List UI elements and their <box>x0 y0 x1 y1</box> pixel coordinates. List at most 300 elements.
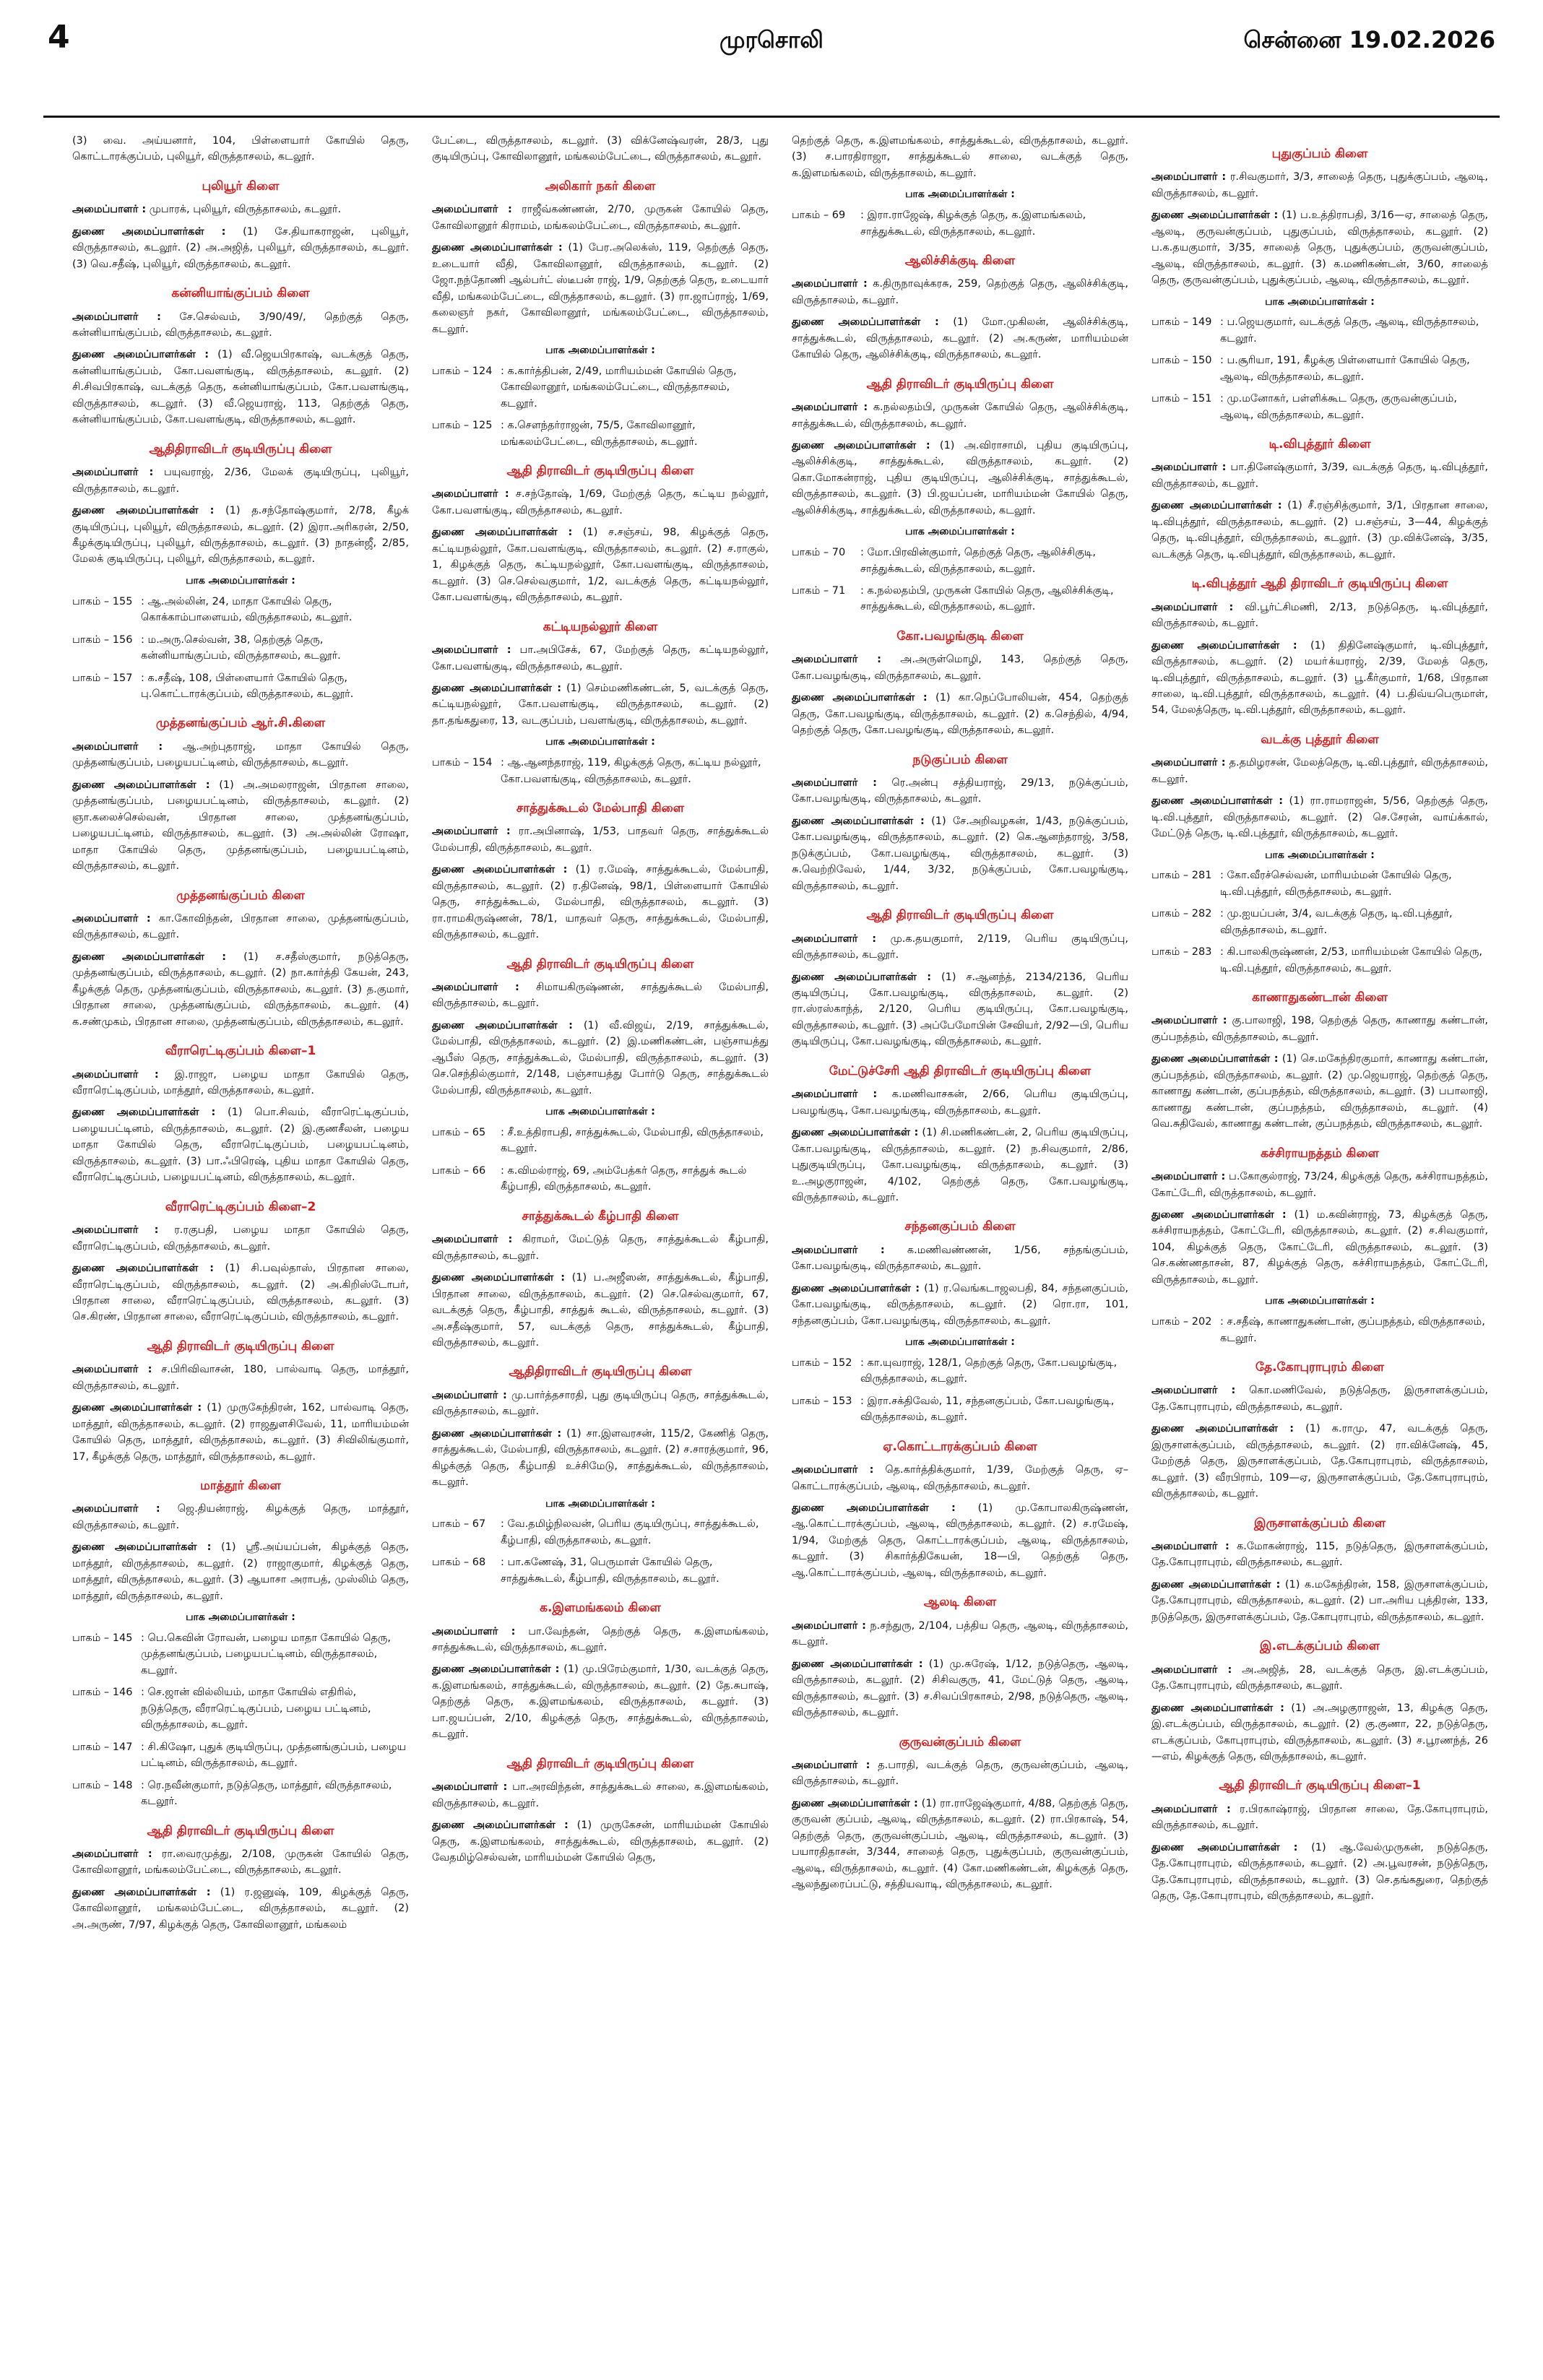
organizer-label: அமைப்பாளர் : <box>792 402 868 414</box>
booth-number: பாகம் – 154 <box>432 757 493 769</box>
booth-row <box>1151 352 1488 385</box>
branch-organizer <box>1151 1662 1488 1695</box>
branch-title: டி.விபுத்தூர் ஆதி திராவிடர் குடியிருப்பு கிளை <box>1191 576 1448 592</box>
booth-row <box>72 1739 409 1772</box>
branch-title: முத்தனங்குப்பம் கிளை <box>176 888 305 903</box>
booth-number: பாகம் – 68 <box>432 1557 486 1569</box>
booth-organizer: : க.விமல்ராஜ், 69, அம்பேத்கர் தெரு, சாத்துக் கூடல் கீழ்பாதி, விருத்தாசலம், கடலூர். <box>501 1164 747 1193</box>
deputy-organizers <box>1151 1840 1488 1905</box>
organizer-label: அமைப்பாளர் : <box>432 1389 507 1401</box>
organizer-label: அமைப்பாளர் : <box>792 1464 874 1476</box>
deputy-label: துணை அமைப்பாளர்கள் : <box>1151 639 1297 652</box>
deputy-organizers <box>1151 1577 1488 1625</box>
branch-organizer <box>1151 755 1488 787</box>
organizer-name: அ.அஜித், 28, வடக்குத் தெரு, இ.எடக்குப்பம், தே.கோபுராபுரம், விருத்தாசலம், கடலூர். <box>1151 1663 1488 1692</box>
deputy-names: (1) சே.தியாகராஜன், புலியூர், விருத்தாசலம், கடலூர். (2) அ.அஜித், புலியூர், விருத்தாசலம், கடலூர். (3) வெ.சதீஷ், புலியூர், விருத்தாசலம், கடலூர். <box>72 225 409 270</box>
deputy-names: (1) ச.சதீஸ்குமார், நடுத்தெரு, முத்தனங்குப்பம், விருத்தாசலம், கடலூர். (2) நா.கார்த்தி கேயன், 243, கீழக்குத் தெரு, முத்தனங்குப்பம், விருத்தாசலம், கடலூர். (3) த.குமார், பிரதான சாலை, முத்தனங்குப்பம், விருத்தாசலம், கடலூர். (4) க.சண்முகம், பிரதான சாலை, முத்தனங்குப்பம், விருத்தாசலம், கடலூர். <box>72 951 409 1028</box>
organizer-label: அமைப்பாளர் : <box>432 981 519 993</box>
organizer-name: ப.கோகுல்ராஜ், 73/24, கிழக்குத் தெரு, கச்சிராயநத்தம், கோட்டேரி, விருத்தாசலம், கடலூர். <box>1151 1171 1488 1199</box>
deputy-label: துணை அமைப்பாளர்கள் : <box>792 316 939 329</box>
booth-number: பாகம் – 283 <box>1151 946 1212 959</box>
booth-number: பாகம் – 147 <box>72 1741 133 1753</box>
booth-row <box>432 1554 769 1587</box>
booth-row <box>792 1393 1128 1426</box>
deputy-label: துணை அமைப்பாளர்கள் : <box>1151 500 1282 512</box>
deputy-names: (1) செ.மகேந்திரகுமார், காணாது கண்டான், குப்பநத்தம், விருத்தாசலம், கடலூர். (2) மு.ஜெயராஜ், தெற்குத் தெரு, காணாது கண்டான், குப்பநத்தம், விருத்தாசலம், கடலூர். (3) பபாலாஜி, காணாது கண்டான், குப்பநத்தம், விருத்தாசலம், கடலூர். (4) வெ.சுதிவேல், காணாது கண்டான், குப்பநத்தம், விருத்தாசலம், கடலூர். <box>1151 1053 1488 1130</box>
booth-organizers-heading: பாக அமைப்பாளர்கள் : <box>1265 295 1375 308</box>
organizer-label: அமைப்பாளர் : <box>792 932 877 945</box>
branch-title: கச்சிராயநத்தம் கிளை <box>1261 1146 1379 1161</box>
organizer-label: அமைப்பாளர் : <box>432 1234 513 1246</box>
deputy-names: (1) மு.கோபாலகிருஷ்ணன், ஆ.கொட்டாரக்குப்பம், ஆலடி, விருத்தாசலம், கடலூர். (2) ச.ரமேஷ், 1/94, மேற்குத் தெரு, கொட்டாரக்குப்பம், ஆலடி, விருத்தாசலம், கடலூர். (3) சிகார்த்திகேயன், 18—பி, தெற்குத் தெரு, ஆ.கொட்டாரக்குப்பம், ஆலடி, விருத்தாசலம், கடலூர். <box>792 1502 1128 1579</box>
deputy-names: (1) அ.அமலராஜன், பிரதான சாலை, முத்தனங்குப்பம், பழையபட்டினம், விருத்தாசலம், கடலூர். (2) ஞா.கலைச்செல்வன், பிரதான சாலை, முத்தனங்குப்பம், பழையபட்டினம், விருத்தாசலம், கடலூர். (3) அ.அல்லின் ரோஷா, மாதா கோயில் தெரு, முத்தனங்குப்பம், பழையபட்டினம், விருத்தாசலம், கடலூர். <box>72 779 409 873</box>
organizer-name: ர.பிரகாஷ்ராஜ், பிரதான சாலை, தே.கோபுராபுரம், விருத்தாசலம், கடலூர். <box>1151 1803 1488 1832</box>
deputy-label: துணை அமைப்பாளர்கள் : <box>1151 1841 1298 1853</box>
booth-row <box>1151 944 1488 977</box>
deputy-names: (1) பேர.அலெக்ஸ், 119, தெற்குத் தெரு, உடையார் வீதி, கோவிலானூர், விருத்தாசலம், கடலூர். (2) ஜோ.நந்தோணி ஆல்பர்ட் ஸ்டீபன் ராஜ், 1/9, தெற்குத் தெரு, உடையார் வீதி, மங்கலம்பேட்டை, விருத்தாசலம், கடலூர். (3) ரா.ஜாப்ராஜ், 1/69, கலைஞர் நகர், கோவிலானூர், மங்கலம்பேட்டை, விருத்தாசலம், கடலூர். <box>432 242 769 335</box>
deputy-label: துணை அமைப்பாளர்கள் : <box>72 505 215 517</box>
branch-organizer <box>72 1222 409 1255</box>
organizer-name: த.பாரதி, வடக்குத் தெரு, குருவன்குப்பம், ஆலடி, விருத்தாசலம், கடலூர். <box>792 1759 1128 1788</box>
branch-organizer <box>72 1362 409 1394</box>
organizer-name: மு.பார்த்தசாரதி, புது குடியிருப்பு தெரு, சாத்துக்கூடல், விருத்தாசலம், கடலூர். <box>432 1389 769 1418</box>
booth-organizer: : ரெ.நவீன்குமார், நடுத்தெரு, மாத்தூர், விருத்தாசலம், கடலூர். <box>141 1779 392 1808</box>
deputy-label: துணை அமைப்பாளர்கள் : <box>432 1663 560 1676</box>
organizer-name: க.மணிவாசகன், 2/66, பெரிய குடியிருப்பு, பவழங்குடி, கோ.பவழங்குடி, விருத்தாசலம், கடலூர். <box>792 1089 1128 1117</box>
organizer-name: பா.அபிசேக், 67, மேற்குத் தெரு, கட்டியநல்லூர், கோ.பவளங்குடி, விருத்தாசலம், கடலூர். <box>432 644 769 672</box>
booth-number: பாகம் – 71 <box>792 584 846 597</box>
branch-title: டி.விபுத்தூர் கிளை <box>1268 437 1371 452</box>
column-1 <box>72 133 409 2358</box>
booth-organizer: : க.நல்லதம்பி, முருகன் கோயில் தெரு, ஆலிச்சிக்குடி, சாத்துக்கூடல், விருத்தாசலம், கடலூர். <box>860 584 1114 613</box>
organizer-label: அமைப்பாளர் : <box>432 204 512 216</box>
booth-number: பாகம் – 146 <box>72 1687 133 1699</box>
deputy-names: (1) க.ராமு, 47, வடக்குத் தெரு, இருசாளக்குப்பம், விருத்தாசலம், கடலூர். (2) ரா.விக்னேஷ், 45, மேற்குத் தெரு, இருசாளக்குப்பம், தே.கோபுராபுரம், விருத்தாசலம், கடலூர். (3) வீரபிராம், 109—ஏ, இருசாளக்குப்பம், தே.கோபுராபுரம், விருத்தாசலம், கடலூர். <box>1151 1423 1488 1500</box>
booth-organizer: : இரா.ராஜேஷ், கிழக்குத் தெரு, க.இளமங்கலம், சாத்துக்கூடல், விருத்தாசலம், கடலூர். <box>860 209 1086 238</box>
deputy-names: (1) ச.ஆனந்த், 2134/2136, பெரிய குடியிருப்பு, கோ.பவழங்குடி, விருத்தாசலம், கடலூர். (2) ரா.ஸ்ரஸ்காந்த், 2/120, பெரிய குடியிருப்பு, கோ.பவழங்குடி, விருத்தாசலம், கடலூர். (3) அப்பேமோபின் சேவியர், 2/92—பி, பெரிய குடியிருப்பு, கோ.பவழங்குடி, விருத்தாசலம், கடலூர். <box>792 971 1128 1048</box>
organizer-label: அமைப்பாளர் : <box>1151 171 1227 183</box>
deputy-label: துணை அமைப்பாளர்கள் : <box>72 1402 202 1414</box>
deputy-label: துணை அமைப்பாளர்கள் : <box>1151 1053 1279 1065</box>
deputy-label: துணை அமைப்பாளர்கள் : <box>792 1658 923 1670</box>
branch-title: வீராரெட்டிகுப்பம் கிளை–2 <box>165 1199 316 1214</box>
deputy-organizers <box>1151 1207 1488 1288</box>
deputy-organizers <box>432 1426 769 1491</box>
branch-title: ஆலடி கிளை <box>923 1595 997 1610</box>
branch-title: கோ.பவழங்குடி கிளை <box>896 628 1024 644</box>
organizer-label: அமைப்பாளர் : <box>72 740 163 753</box>
deputy-organizers <box>792 1796 1128 1893</box>
organizer-name: க.மணிவண்ணன், 1/56, சந்தங்குப்பம், கோ.பவழங்குடி, விருத்தாசலம், கடலூர். <box>792 1244 1128 1273</box>
deputy-label: துணை அமைப்பாளர்கள் : <box>72 779 210 791</box>
branch-title: ஆலிச்சிக்குடி கிளை <box>904 254 1016 269</box>
deputy-names: (1) மு.பிரேம்குமார், 1/30, வடக்குத் தெரு, க.இளமங்கலம், சாத்துக்கூடல், விருத்தாசலம், கடலூர். (2) தே.சுபாஷ், தெற்குத் தெரு, க.இளமங்கலம், விருத்தாசலம், கடலூர். (3) பா.ஜயப்பன், 2/10, கிழக்குத் தெரு, சாத்துக்கூடல், விருத்தாசலம், கடலூர். <box>432 1663 769 1741</box>
booth-number: பாகம் – 282 <box>1151 908 1212 920</box>
branch-organizer <box>72 464 409 497</box>
organizer-name: கு.பாலாஜி, 198, தெற்குத் தெரு, காணாது கண்டான், குப்பநத்தம், விருத்தாசலம், கடலூர். <box>1151 1015 1488 1043</box>
booth-row <box>432 755 769 787</box>
branch-organizer <box>792 931 1128 964</box>
branch-title: மேட்டுச்சேரி ஆதி திராவிடர் குடியிருப்பு கிளை <box>829 1063 1092 1078</box>
booth-number: பாகம் – 157 <box>72 672 133 684</box>
branch-title: கட்டியநல்லூர் கிளை <box>543 619 658 634</box>
deputy-organizers <box>792 813 1128 894</box>
organizer-label: அமைப்பாளர் : <box>1151 1385 1236 1397</box>
booth-number: பாகம் – 65 <box>432 1126 486 1138</box>
deputy-label: துணை அமைப்பாளர்கள் : <box>432 682 561 694</box>
deputy-organizers <box>792 1281 1128 1329</box>
organizer-label: அமைப்பாளர் : <box>792 776 877 789</box>
organizer-label: அமைப்பாளர் : <box>432 644 511 657</box>
booth-number: பாகம் – 66 <box>432 1164 486 1177</box>
deputy-organizers <box>72 777 409 875</box>
deputy-names: (1) ரா.ராமராஜன், 5/56, தெற்குத் தெரு, டி.வி.புத்தூர், விருத்தாசலம், கடலூர். (2) செ.சேரன், வாய்க்கால், மேட்டுத் தெரு, டி.வி.புத்தூர், விருத்தாசலம், கடலூர். <box>1151 795 1488 840</box>
deputy-organizers <box>72 949 409 1030</box>
booth-row <box>72 632 409 665</box>
organizer-label: அமைப்பாளர் : <box>1151 1803 1231 1815</box>
deputy-names: (1) சி.மணிகண்டன், 2, பெரிய குடியிருப்பு, கோ.பவழங்குடி, விருத்தாசலம், கடலூர். (2) ந.சிவகுமார், 2/86, புதுகுடியிருப்பு, கோ.பவழங்குடி, விருத்தாசலம், கடலூர். (3) உ.அழகுராஜன், 4/102, தெற்குத் தெரு, கோ.பவழங்குடி, விருத்தாசலம், கடலூர். <box>792 1127 1128 1203</box>
branch-title: ஆதிதிராவிடர் குடியிருப்பு கிளை <box>149 441 332 456</box>
branch-organizer <box>432 1624 769 1656</box>
newspaper-name: முரசொலி <box>719 26 824 53</box>
deputy-organizers <box>72 1539 409 1604</box>
branch-organizer <box>792 1462 1128 1494</box>
deputy-label: துணை அமைப்பாளர்கள் : <box>792 692 928 704</box>
branch-organizer <box>432 1232 769 1264</box>
organizer-label: அமைப்பாளர் : <box>72 1848 152 1860</box>
branch-title: ஆதி திராவிடர் குடியிருப்பு கிளை <box>147 1338 334 1354</box>
booth-row <box>792 207 1128 240</box>
deputy-names: (1) ர.வெங்கடாஜலபதி, 84, சந்தனகுப்பம், கோ.பவழங்குடி, விருத்தாசலம், கடலூர். (2) ரொ.ரா, 101, சந்தனகுப்பம், கோ.பவழங்குடி, விருத்தாசலம், கடலூர். <box>792 1282 1128 1327</box>
deputy-organizers <box>792 314 1128 363</box>
organizer-name: தெ.கார்த்திக்குமார், 1/39, மேற்குத் தெரு, ஏ–கொட்டாரக்குப்பம், ஆலடி, விருத்தாசலம், கடலூர். <box>792 1464 1128 1492</box>
deputy-organizers <box>432 680 769 729</box>
booth-row <box>792 1355 1128 1388</box>
deputy-organizers <box>432 862 769 943</box>
deputy-names: (1) அ.விராசாமி, புதிய குடியிருப்பு, ஆலிச்சிக்குடி, சாத்துக்கூடல், விருத்தாசலம், கடலூர். (2) கொ.மோகன்ராஜ், புதிய குடியிருப்பு, ஆலிச்சிக்குடி, சாத்துக்கூடல், விருத்தாசலம், கடலூர். (3) பி.ஜயப்பன், மாரியம்மன் கோயில் தெரு, ஆலிச்சிக்குடி, சாத்துக்கூடல், விருத்தாசலம், கடலூர். <box>792 440 1128 516</box>
booth-number: பாகம் – 148 <box>72 1779 133 1791</box>
branch-organizer <box>792 775 1128 808</box>
booth-organizers-heading: பாக அமைப்பாளர்கள் : <box>545 1106 655 1118</box>
branch-organizer <box>1151 1382 1488 1415</box>
booth-organizers-heading: பாக அமைப்பாளர்கள் : <box>905 1336 1015 1349</box>
branch-title: மாத்தூர் கிளை <box>200 1479 281 1494</box>
branch-organizer <box>792 1086 1128 1119</box>
booth-number: பாகம் – 150 <box>1151 355 1212 367</box>
booth-organizer: : க.சௌந்தர்ராஜன், 75/5, கோவிலானூர், மங்கலம்பேட்டை, விருத்தாசலம், கடலூர். <box>501 420 698 448</box>
organizer-label: அமைப்பாளர் : <box>432 826 511 838</box>
branch-title: சாத்துக்கூடல் கீழ்பாதி கிளை <box>522 1208 679 1224</box>
organizer-label: அமைப்பாளர் : <box>792 278 868 290</box>
booth-organizers-heading: பாக அமைப்பாளர்கள் : <box>186 574 295 587</box>
deputy-label: துணை அமைப்பாளர்கள் : <box>1151 1702 1284 1714</box>
deputy-organizers <box>1151 498 1488 563</box>
organizer-label: அமைப்பாளர் : <box>72 204 147 216</box>
organizer-label: அமைப்பாளர் : <box>1151 1663 1232 1676</box>
booth-organizer: : மோ.பிரவின்குமார், தெற்குத் தெரு, ஆலிச்சிகுடி, சாத்துக்கூடல், விருத்தாசலம், கடலூர். <box>860 547 1097 575</box>
booth-organizers-heading: பாக அமைப்பாளர்கள் : <box>545 736 655 748</box>
deputy-label: துணை அமைப்பாளர்கள் : <box>432 242 563 254</box>
deputy-organizers <box>792 690 1128 738</box>
organizer-label: அமைப்பாளர் : <box>72 467 154 479</box>
organizer-name: இ.ராஜா, பழைய மாதா கோயில் தெரு, வீராரெட்டிகுப்பம், மாத்தூர், விருத்தாசலம், கடலூர். <box>72 1068 409 1096</box>
deputy-label: துணை அமைப்பாளர்கள் : <box>792 1127 919 1139</box>
deputy-names: (1) ம.கவின்ராஜ், 73, கிழக்குத் தெரு, கச்சிராயநத்தம், கோட்டேரி, விருத்தாசலம், கடலூர். (2) ச.சிவகுமார், 104, கிழக்குத் தெரு, கோட்டேரி, விருத்தாசலம், கடலூர். (3) செ.கண்ணதாசன், 87, கிழக்குத் தெரு, கச்சிராயநத்தம், கோட்டேரி, விருத்தாசலம், கடலூர். <box>1151 1209 1488 1286</box>
deputy-names: (1) சா.இளவரசன், 115/2, கேணித் தெரு, சாத்துக்கூடல், மேல்பாதி, விருத்தாசலம், கடலூர். (2) ச.சாரத்குமார், 96, கிழக்குத் தெரு, கீழ்பாதி உச்சிமேடு, சாத்துக்கூடல், விருத்தாசலம், கடலூர். <box>432 1427 769 1489</box>
deputy-label: துணை அமைப்பாளர்கள் : <box>792 1282 920 1294</box>
branch-title: காணாதுகண்டான் கிளை <box>1252 990 1388 1005</box>
deputy-organizers <box>432 1661 769 1742</box>
deputy-label: துணை அமைப்பாளர்கள் : <box>792 815 925 827</box>
branch-title: சந்தனகுப்பம் கிளை <box>904 1219 1016 1234</box>
booth-row <box>432 417 769 450</box>
deputy-organizers <box>72 503 409 568</box>
deputy-organizers <box>432 1270 769 1351</box>
branch-organizer <box>72 309 409 342</box>
deputy-organizers <box>72 1884 409 1933</box>
booth-organizers-heading: பாக அமைப்பாளர்கள் : <box>545 1497 655 1510</box>
branch-organizer <box>432 202 769 234</box>
booth-row <box>792 583 1128 615</box>
organizer-name: ரா.அபினாஷ், 1/53, பாதவர் தெரு, சாத்துக்கூடல் மேல்பாதி, விருத்தாசலம், கடலூர். <box>432 826 769 854</box>
organizer-name: சிமாயகிருஷ்ணன், சாத்துக்கூடல் மேல்பாதி, விருத்தாசலம், கடலூர். <box>432 981 769 1010</box>
deputy-label: துணை அமைப்பாளர்கள் : <box>72 1541 212 1554</box>
deputy-label: துணை அமைப்பாளர்கள் : <box>792 1502 956 1514</box>
deputy-organizers <box>72 347 409 428</box>
continued-text: தெற்குத் தெரு, க.இளமங்கலம், சாத்துக்கூடல், விருத்தாசலம், கடலூர். (3) ச.பாரதிராஜா, சாத்துக்கூடல் சாலை, வடக்குத் தெரு, க.இளமங்கலம், விருத்தாசலம், கடலூர். <box>792 135 1128 179</box>
branch-organizer <box>72 202 409 217</box>
branch-organizer <box>72 1067 409 1099</box>
booth-number: பாகம் – 70 <box>792 547 846 559</box>
organizer-name: ச.பிரிவிவாசன், 180, பால்வாடி தெரு, மாத்தூர், விருத்தாசலம், கடலூர். <box>72 1364 409 1392</box>
organizer-name: க.நல்லதம்பி, முருகன் கோயில் தெரு, ஆலிச்சிக்குடி, சாத்துக்கூடல், விருத்தாசலம், கடலூர். <box>792 402 1128 430</box>
booth-organizers-heading: பாக அமைப்பாளர்கள் : <box>905 526 1015 538</box>
deputy-organizers <box>792 1656 1128 1721</box>
deputy-organizers <box>72 1400 409 1465</box>
deputy-names: (1) வீ.ஜெயபிரகாஷ், வடக்குத் தெரு, கன்னியாங்குப்பம், கோ.பவளங்குடி, விருத்தாசலம், கடலூர். (2) சி.சிவபிரகாஷ், வடக்குத் தெரு, கன்னியாங்குப்பம், கோ.பவளங்குடி, விருத்தாசலம், கடலூர். (3) வீ.ஜெயராஜ், 113, தெற்குத் தெரு, கன்னியாங்குப்பம், கோ.பவளங்குடி, விருத்தாசலம், கடலூர். <box>72 349 409 426</box>
booth-organizers-heading: பாக அமைப்பாளர்கள் : <box>1265 1295 1375 1307</box>
deputy-names: (1) கா.நெப்போலியன், 454, தெற்குத் தெரு, கோ.பவழங்குடி, விருத்தாசலம், கடலூர். (2) க.செந்தில், 4/94, தெற்குத் தெரு, கோ.பவழங்குடி, விருத்தாசலம், கடலூர். <box>792 692 1128 737</box>
deputy-organizers <box>1151 207 1488 288</box>
branch-title: அலிகார் நகர் கிளை <box>545 178 656 194</box>
branch-organizer <box>432 979 769 1012</box>
article-columns <box>72 133 1488 2358</box>
deputy-organizers <box>1151 1421 1488 1502</box>
deputy-organizers <box>432 240 769 337</box>
deputy-label: துணை அமைப்பாளர்கள் : <box>72 349 209 361</box>
booth-row <box>72 1630 409 1679</box>
branch-title: புதுகுப்பம் கிளை <box>1271 147 1368 161</box>
deputy-names: (1) மோ.முகிலன், ஆலிச்சிக்குடி, சாத்துக்கூடல், விருத்தாசலம், கடலூர். (2) அ.கருண், மாரியம்மன் கோயில் தெரு, ஆலிச்சிக்குடி, விருத்தாசலம், கடலூர். <box>792 316 1128 361</box>
deputy-names: (1) அ.அழகுராஜன், 13, கிழக்கு தெரு, இ.எடக்குப்பம், விருத்தாசலம், கடலூர். (2) கு.குணா, 22, நடுத்தெரு, எடக்குப்பம், கோபுராபுரம், விருத்தாசலம், கடலூர். (3) ச.பூரணந்த், 26—எம், கிழக்குத் தெரு, விருத்தாசலம், கடலூர். <box>1151 1702 1488 1762</box>
organizer-label: அமைப்பாளர் : <box>72 1068 159 1081</box>
branch-organizer <box>792 276 1128 308</box>
deputy-names: (1) ரா.ராஜேஷ்குமார், 4/88, தெற்குத் தெரு, குருவன் குப்பம், ஆலடி, விருத்தாசலம், கடலூர். (2) ரா.பிரகாஷ், 54, தெற்குத் தெரு, குருவன்குப்பம், ஆலடி, விருத்தாசலம், கடலூர். (3) பயாரதிதாசன், 3/344, சாலைத் தெரு, புதுக்குப்பம், குருவன்குப்பம், ஆலடி, விருத்தாசலம், கடலூர். (4) கோ.மணிகண்டன், கிழக்குத் தெரு, ஆலந்துரைப்பட்டு, சத்தியவாடி, விருத்தாசலம், கடலூர். <box>792 1797 1128 1891</box>
branch-organizer <box>72 911 409 943</box>
branch-organizer <box>1151 169 1488 202</box>
branch-title: தே.கோபுராபுரம் கிளை <box>1255 1359 1385 1375</box>
booth-organizer: : இரா.சக்திவேல், 11, சந்தனகுப்பம், கோ.பவழங்குடி, விருத்தாசலம், கடலூர். <box>860 1395 1115 1424</box>
booth-organizer: : கி.பாலகிருஷ்ணன், 2/53, மாரியம்மன் கோயில் தெரு, டி.வி.புத்தூர், விருத்தாசலம், கடலூர். <box>1220 946 1483 974</box>
branch-title: ஆதி திராவிடர் குடியிருப்பு கிளை <box>506 1756 694 1771</box>
header-rule <box>43 116 1500 118</box>
organizer-name: சே.செல்வம், 3/90/49/, தெற்குத் தெரு, கன்னியாங்குப்பம், விருத்தாசலம், கடலூர். <box>72 311 409 339</box>
deputy-names: (1) பொ.சிவம், வீராரெட்டிகுப்பம், பழையபட்டினம், விருத்தாசலம், கடலூர். (2) இ.குணசீலன், பழைய மாதா கோயில் தெரு, வீராரெட்டிகுப்பம், பழையபட்டினம், விருத்தாசலம், கடலூர். (3) பா.ஃபிரெஷ், புதிய மாதா கோயில் தெரு, வீராரெட்டிகுப்பம், பழையபட்டினம், விருத்தாசலம், கடலூர். <box>72 1107 409 1184</box>
organizer-name: கா.கோவிந்தன், பிரதான சாலை, முத்தனங்குப்பம், விருத்தாசலம், கடலூர். <box>72 912 409 941</box>
deputy-label: துணை அமைப்பாளர்கள் : <box>1151 795 1284 808</box>
deputy-label: துணை அமைப்பாளர்கள் : <box>792 440 930 451</box>
organizer-name: அ.அருள்மொழி, 143, தெற்குத் தெரு, கோ.பவழங்குடி, விருத்தாசலம், கடலூர். <box>792 654 1128 682</box>
organizer-name: ஜெ.தியன்ராஜ், கிழக்குத் தெரு, மாத்தூர், விருத்தாசலம், கடலூர். <box>72 1503 409 1531</box>
column-3 <box>792 133 1128 2358</box>
booth-number: பாகம் – 69 <box>792 209 846 222</box>
deputy-names: (1) ஸ்ரீ.அய்யப்பன், கிழக்குத் தெரு, மாத்தூர், விருத்தாசலம், கடலூர். (2) ராஜாகுமார், கிழக்குத் தெரு, மாத்தூர், விருத்தாசலம், கடலூர். (3) ஆயாசா அராபத், முஸ்லிம் தெரு, மாத்தூர், விருத்தாசலம், கடலூர். <box>72 1541 409 1602</box>
branch-title: குருவன்குப்பம் கிளை <box>899 1734 1021 1749</box>
organizer-name: ர.ரகுபதி, பழைய மாதா கோயில் தெரு, வீராரெட்டிகுப்பம், விருத்தாசலம், கடலூர். <box>72 1224 409 1252</box>
branch-organizer <box>432 1388 769 1420</box>
branch-title: நடுகுப்பம் கிளை <box>912 752 1008 767</box>
deputy-organizers <box>432 524 769 605</box>
organizer-name: க.திருநாவுக்கரசு, 259, தெற்குத் தெரு, ஆலிச்சிக்குடி, விருத்தாசலம், கடலூர். <box>792 278 1128 306</box>
booth-organizer: : சி.கிஷோ, புதுக் குடியிருப்பு, முத்தனங்குப்பம், பழைய பட்டினம், விருத்தாசலம், கடலூர். <box>141 1741 406 1770</box>
booth-number: பாகம் – 281 <box>1151 870 1212 882</box>
organizer-name: பா.தினேஷ்குமார், 3/39, வடக்குத் தெரு, டி.விபுத்தூர், விருத்தாசலம், கடலூர். <box>1151 462 1488 490</box>
organizer-name: மு.க.தயகுமார், 2/119, பெரிய குடியிருப்பு, விருத்தாசலம், கடலூர். <box>792 932 1128 961</box>
organizer-name: வி.பூர்ட்சிமணி, 2/13, நடுத்தெரு, டி.விபுத்தூர், விருத்தாசலம், கடலூர். <box>1151 601 1488 630</box>
branch-organizer <box>1151 1801 1488 1834</box>
booth-organizer: : ப.ஜெயகுமார், வடக்குத் தெரு, ஆலடி, விருத்தாசலம், கடலூர். <box>1220 316 1479 345</box>
booth-number: பாகம் – 202 <box>1151 1316 1212 1328</box>
branch-title: புலியூர் கிளை <box>202 178 280 194</box>
branch-organizer <box>432 823 769 856</box>
organizer-name: த.தமிழரசன், மேலத்தெரு, டி.வி.புத்தூர், விருத்தாசலம், கடலூர். <box>1151 757 1488 785</box>
deputy-label: துணை அமைப்பாளர்கள் : <box>72 225 226 238</box>
booth-organizer: : ச.சதீஷ், காணாதுகண்டான், குப்பநத்தம், விருத்தாசலம், கடலூர். <box>1220 1316 1485 1344</box>
branch-organizer <box>792 1757 1128 1790</box>
page-number: 4 <box>48 19 70 56</box>
deputy-label: துணை அமைப்பாளர்கள் : <box>1151 1578 1281 1591</box>
booth-row <box>792 545 1128 577</box>
booth-number: பாகம் – 151 <box>1151 393 1212 405</box>
organizer-label: அமைப்பாளர் : <box>792 654 881 666</box>
booth-organizer: : வே.தமிழ்நிலவன், பெரிய குடியிருப்பு, சாத்துக்கூடல், கீழ்பாதி, விருத்தாசலம், கடலூர். <box>501 1518 759 1546</box>
booth-number: பாகம் – 152 <box>792 1356 852 1369</box>
deputy-label: துணை அமைப்பாளர்கள் : <box>432 1819 569 1832</box>
deputy-label: துணை அமைப்பாளர்கள் : <box>792 971 932 983</box>
organizer-label: அமைப்பாளர் : <box>432 1781 508 1793</box>
booth-row <box>1151 1314 1488 1346</box>
branch-organizer <box>1151 459 1488 492</box>
organizer-label: அமைப்பாளர் : <box>1151 1171 1226 1183</box>
deputy-label: துணை அமைப்பாளர்கள் : <box>432 1427 562 1440</box>
booth-row <box>72 1684 409 1733</box>
booth-organizer: : மு.மனோகர், பள்ளிக்கூட தெரு, குருவன்குப்பம், ஆலடி, விருத்தாசலம், கடலூர். <box>1220 393 1457 421</box>
deputy-label: துணை அமைப்பாளர்கள் : <box>1151 1423 1295 1435</box>
deputy-names: (1) வீ.விஜய், 2/19, சாத்துக்கூடல், மேல்பாதி, விருத்தாசலம், கடலூர். (2) இ.மணிகண்டன், பஞ்சாயத்து ஆபீஸ் தெரு, சாத்துக்கூடல், மேல்பாதி, விருத்தாசலம், கடலூர். (3) செ.செந்தில்குமார், 2/148, பஞ்சாயத்து போர்டு தெரு, சாத்துக்கூடல் மேல்பாதி, விருத்தாசலம், கடலூர். <box>432 1019 769 1096</box>
branch-title: ஆதி திராவிடர் குடியிருப்பு கிளை <box>866 908 1054 923</box>
booth-organizer: : சீ.உத்திராபதி, சாத்துக்கூடல், மேல்பாதி, விருத்தாசலம், கடலூர். <box>501 1126 764 1155</box>
deputy-label: துணை அமைப்பாளர்கள் : <box>432 1019 573 1031</box>
booth-row <box>72 1778 409 1810</box>
deputy-names: (1) சே.அறிவழகன், 1/43, நடுக்குப்பம், கோ.பவழங்குடி, விருத்தாசலம், கடலூர். (2) கெ.ஆனந்தராஜ், 3/58, நடுக்குப்பம், கோ.பவழங்குடி, விருத்தாசலம், கடலூர். (3) சு.வெற்றிவேல், 1/44, 3/32, நடுக்குப்பம், கோ.பவழங்குடி, விருத்தாசலம், கடலூர். <box>792 815 1128 892</box>
branch-title: கன்னியாங்குப்பம் கிளை <box>171 286 310 301</box>
deputy-organizers <box>432 1817 769 1866</box>
branch-title: முத்தனங்குப்பம் ஆர்.சி.கிளை <box>155 716 326 731</box>
branch-organizer <box>792 1618 1128 1650</box>
branch-title: ஏ.கொட்டாரக்குப்பம் கிளை <box>883 1439 1037 1454</box>
booth-row <box>1151 906 1488 938</box>
masthead <box>43 13 1500 85</box>
booth-row <box>432 363 769 412</box>
organizer-label: அமைப்பாளர் : <box>72 1224 159 1237</box>
deputy-label: துணை அமைப்பாளர்கள் : <box>432 864 568 876</box>
branch-organizer <box>72 1501 409 1533</box>
organizer-label: அமைப்பாளர் : <box>1151 601 1234 613</box>
continued-text: பேட்டை, விருத்தாசலம், கடலூர். (3) விக்னேஷ்வரன், 28/3, புது குடியிருப்பு, கோவிலானூர், மங்கலம்பேட்டை, விருத்தாசலம், கடலூர். <box>432 135 769 163</box>
branch-organizer <box>792 652 1128 684</box>
deputy-names: (1) ஆ.வேல்முருகன், நடுத்தெரு, தே.கோபுராபுரம், விருத்தாசலம், கடலூர். (2) அ.பூவரசன், நடுத்தெரு, தே.கோபுராபுரம், விருத்தாசலம், கடலூர். (3) செ.தங்கதுரை, தெற்குத் தெரு, தே.கோபுராபுரம், விருத்தாசலம், கடலூர். <box>1151 1841 1488 1903</box>
branch-organizer <box>792 399 1128 432</box>
organizer-name: ராஜீவ்கண்ணன், 2/70, முருகன் கோயில் தெரு, கோவிலானூர் கிராமம், மங்கலம்பேட்டை, விருத்தாசலம், கடலூர். <box>432 204 769 232</box>
booth-organizer: : ப.சூரியா, 191, கீழக்கு பிள்ளையார் கோயில் தெரு, ஆலடி, விருத்தாசலம், கடலூர். <box>1220 355 1470 383</box>
organizer-label: அமைப்பாளர் : <box>432 488 509 501</box>
booth-row <box>432 1125 769 1157</box>
organizer-name: க.மோகன்ராஜ், 115, நடுத்தெரு, இருசாளக்குப்பம், தே.கோபுராபுரம், விருத்தாசலம், கடலூர். <box>1151 1540 1488 1569</box>
booth-organizers-heading: பாக அமைப்பாளர்கள் : <box>1265 849 1375 861</box>
organizer-name: ச.சந்தோஷ், 1/69, மேற்குத் தெரு, கட்டிய நல்லூர், கோ.பவளங்குடி, விருத்தாசலம், கடலூர். <box>432 488 769 516</box>
booth-row <box>72 594 409 626</box>
deputy-names: (1) முருகேந்திரன், 162, பால்வாடி தெரு, மாத்தூர், விருத்தாசலம், கடலூர். (2) ராஜதுளசிவேல், 11, மாரியம்மன் கோயில் தெரு, மாத்தூர், விருத்தாசலம், கடலூர். (3) சிவிலிங்குமார், 17, கீழக்குத் தெரு, மாத்தூர், விருத்தாசலம், கடலூர். <box>72 1402 409 1463</box>
branch-organizer <box>792 1242 1128 1275</box>
booth-number: பாகம் – 145 <box>72 1632 133 1644</box>
booth-row <box>432 1163 769 1195</box>
deputy-label: துணை அமைப்பாளர்கள் : <box>72 951 227 963</box>
deputy-label: துணை அமைப்பாளர்கள் : <box>432 1272 566 1284</box>
booth-organizer: : க.சதீஷ், 108, பிள்ளையார் கோயில் தெரு, பு.கொட்டாரக்குப்பம், விருத்தாசலம், கடலூர். <box>141 672 354 700</box>
deputy-organizers <box>792 438 1128 519</box>
organizer-label: அமைப்பாளர் : <box>72 1364 152 1376</box>
booth-row <box>1151 314 1488 347</box>
branch-title: ஆதி திராவிடர் குடியிருப்பு கிளை <box>506 956 694 972</box>
organizer-name: பயுவராஜ், 2/36, மேலக் குடியிருப்பு, புலியூர், விருத்தாசலம், கடலூர். <box>72 467 409 495</box>
deputy-names: (1) சி.பவுல்தாஸ், பிரதான சாலை, வீராரெட்டிகுப்பம், விருத்தாசலம், கடலூர். (2) அ.கிறிஸ்டோபர், பிரதான சாலை, வீராரெட்டிகுப்பம், விருத்தாசலம், கடலூர். (3) செ.கிரண், பிரதான சாலை, வீராரெட்டிகுப்பம், விருத்தாசலம், கடலூர். <box>72 1263 409 1323</box>
deputy-names: (1) ர.ஜனுஷ், 109, கிழக்குத் தெரு, கோவிலானூர், மங்கலம்பேட்டை, விருத்தாசலம், கடலூர். (2) அ.அருண், 7/97, கிழக்குத் தெரு, கோவிலானூர், மங்கலம் <box>72 1886 409 1931</box>
branch-title: க.இளமங்கலம் கிளை <box>540 1601 661 1616</box>
continued-text: (3) வை. அய்யனார், 104, பிள்ளையார் கோயில் தெரு, கொட்டாரக்குப்பம், புலியூர், விருத்தாசலம், கடலூர். <box>72 135 409 163</box>
organizer-label: அமைப்பாளர் : <box>792 1089 878 1101</box>
deputy-label: துணை அமைப்பாளர்கள் : <box>72 1107 216 1119</box>
branch-organizer <box>1151 600 1488 632</box>
organizer-label: அமைப்பாளர் : <box>1151 1015 1227 1027</box>
branch-title: வீராரெட்டிகுப்பம் கிளை–1 <box>165 1044 316 1059</box>
deputy-label: துணை அமைப்பாளர்கள் : <box>72 1886 211 1898</box>
booth-organizer: : பெ.கெவின் ரோவன், பழைய மாதா கோயில் தெரு, முத்தனங்குப்பம், பழையபட்டினம், விருத்தாசலம், கடலூர். <box>141 1632 391 1676</box>
organizer-name: முபாரக், புலியூர், விருத்தாசலம், கடலூர். <box>149 204 342 216</box>
deputy-names: (1) மு.சுரேஷ், 1/12, நடுத்தெரு, ஆலடி, விருத்தாசலம், கடலூர். (2) சிசிவகுரு, 41, மேட்டுத் தெரு, ஆலடி, விருத்தாசலம், கடலூர். (3) ச.சிவப்பிரகாசம், 2/98, நடுத்தெரு, ஆலடி, விருத்தாசலம், கடலூர். <box>792 1658 1128 1719</box>
deputy-organizers <box>72 224 409 272</box>
booth-number: பாகம் – 149 <box>1151 316 1212 329</box>
booth-organizer: : செ.ஜான் வில்லியம், மாதா கோயில் எதிரில், நடுத்தெரு, வீராரெட்டிகுப்பம், பழைய பட்டினம், விருத்தாசலம், கடலூர். <box>141 1687 371 1731</box>
deputy-organizers <box>72 1260 409 1325</box>
organizer-name: கொ.மணிவேல், நடுத்தெரு, இருசாளக்குப்பம், தே.கோபுராபுரம், விருத்தாசலம், கடலூர். <box>1151 1385 1488 1413</box>
branch-organizer <box>72 739 409 771</box>
deputy-organizers <box>1151 638 1488 719</box>
branch-organizer <box>72 1846 409 1879</box>
booth-organizer: : ஆ.ஆனந்தராஜ், 119, கிழக்குத் தெரு, கட்டிய நல்லூர், கோ.பவளங்குடி, விருத்தாசலம், கடலூர். <box>501 757 761 785</box>
branch-title: வடக்கு புத்தூர் கிளை <box>1261 732 1379 747</box>
organizer-name: ரெ.அன்பு சத்தியராஜ், 29/13, நடுக்குப்பம், கோ.பவழங்குடி, விருத்தாசலம், கடலூர். <box>792 776 1128 805</box>
organizer-label: அமைப்பாளர் : <box>1151 757 1226 769</box>
